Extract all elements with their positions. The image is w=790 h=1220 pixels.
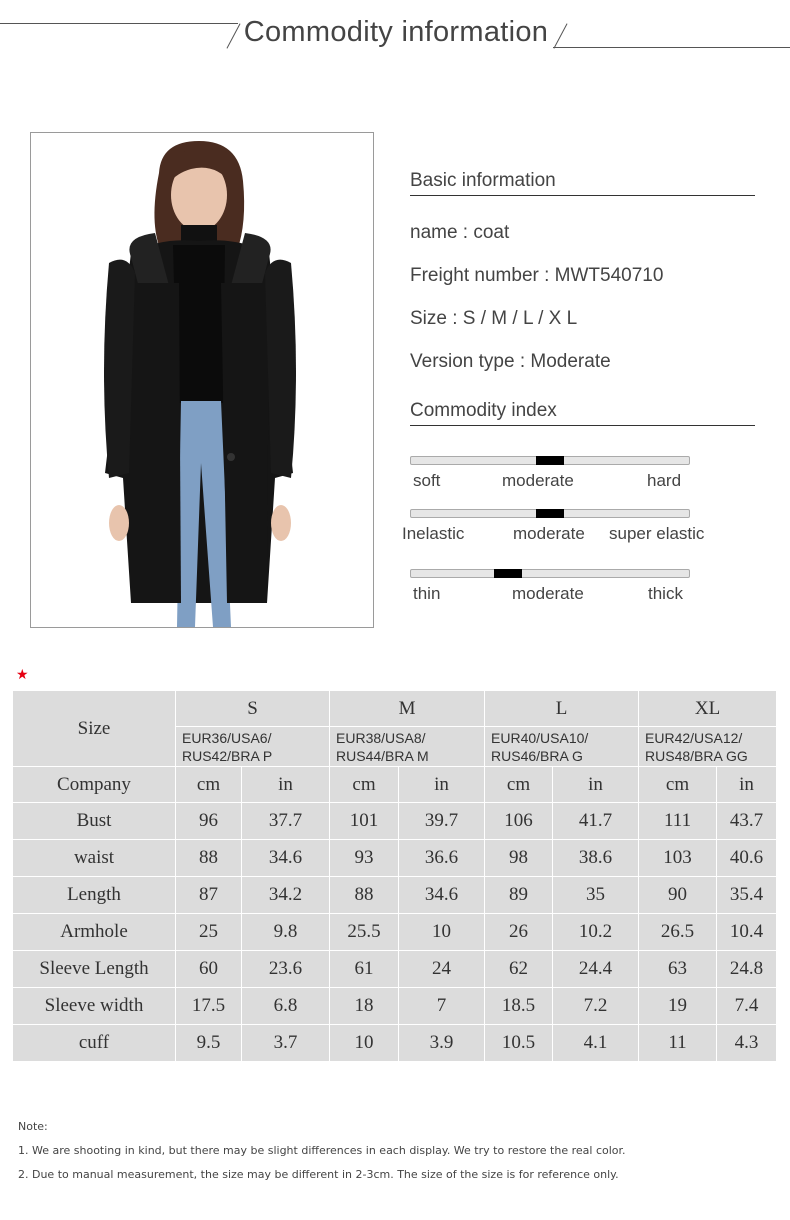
model-illustration bbox=[31, 133, 373, 627]
unit-in: in bbox=[553, 767, 639, 803]
size-xl-header: XL bbox=[639, 691, 777, 727]
measure-cell: 96 bbox=[176, 803, 242, 840]
size-xl-conversion-line1: EUR42/USA12/ bbox=[645, 729, 743, 746]
row-label: waist bbox=[13, 840, 176, 877]
size-table bbox=[12, 690, 777, 1062]
size-l-conversion-line1: EUR40/USA10/ bbox=[491, 729, 589, 746]
measure-cell: 23.6 bbox=[242, 951, 330, 988]
measure-cell: 26 bbox=[485, 914, 553, 951]
row-label: Armhole bbox=[13, 914, 176, 951]
measure-cell: 4.1 bbox=[553, 1025, 639, 1062]
basic-info-underline bbox=[410, 195, 755, 196]
row-label: Sleeve Length bbox=[13, 951, 176, 988]
measure-cell: 63 bbox=[639, 951, 717, 988]
measure-cell: 34.6 bbox=[242, 840, 330, 877]
note-2: 2. Due to manual measurement, the size may be different in 2-3cm. The size of the size is for reference only. bbox=[18, 1168, 619, 1181]
size-m-conversion bbox=[330, 727, 485, 767]
measure-cell: 93 bbox=[330, 840, 399, 877]
info-version: Version type : Moderate bbox=[410, 351, 611, 372]
measure-cell: 88 bbox=[330, 877, 399, 914]
measure-cell: 7.4 bbox=[717, 988, 777, 1025]
thickness-scale bbox=[410, 569, 690, 578]
measure-cell: 10 bbox=[330, 1025, 399, 1062]
page-title: Commodity information bbox=[243, 16, 549, 48]
measure-cell: 40.6 bbox=[717, 840, 777, 877]
measure-cell: 9.8 bbox=[242, 914, 330, 951]
softness-level-marker bbox=[536, 456, 564, 465]
product-photo bbox=[30, 132, 374, 628]
row-label: Sleeve width bbox=[13, 988, 176, 1025]
measure-cell: 35 bbox=[553, 877, 639, 914]
measure-cell: 9.5 bbox=[176, 1025, 242, 1062]
row-label: Bust bbox=[13, 803, 176, 840]
row-label: Length bbox=[13, 877, 176, 914]
header-slash-right bbox=[553, 23, 567, 48]
measure-cell: 18.5 bbox=[485, 988, 553, 1025]
table-row bbox=[13, 951, 777, 988]
measure-cell: 35.4 bbox=[717, 877, 777, 914]
measure-cell: 10.2 bbox=[553, 914, 639, 951]
table-row bbox=[13, 988, 777, 1025]
thickness-label-low: thin bbox=[413, 584, 441, 603]
measure-cell: 4.3 bbox=[717, 1025, 777, 1062]
elasticity-level-marker bbox=[536, 509, 564, 518]
measure-cell: 7 bbox=[399, 988, 485, 1025]
measure-cell: 25 bbox=[176, 914, 242, 951]
info-size: Size : S / M / L / X L bbox=[410, 308, 578, 329]
measure-cell: 37.7 bbox=[242, 803, 330, 840]
measurement-rows bbox=[13, 803, 777, 1062]
measure-cell: 25.5 bbox=[330, 914, 399, 951]
note-title: Note: bbox=[18, 1120, 48, 1133]
measure-cell: 61 bbox=[330, 951, 399, 988]
unit-cm: cm bbox=[485, 767, 553, 803]
size-s-conversion-line1: EUR36/USA6/ bbox=[182, 729, 272, 746]
table-row bbox=[13, 840, 777, 877]
header-line-left bbox=[0, 23, 238, 24]
unit-cm: cm bbox=[176, 767, 242, 803]
size-s-header: S bbox=[176, 691, 330, 727]
softness-label-mid: moderate bbox=[502, 471, 574, 490]
commodity-index-title: Commodity index bbox=[410, 400, 557, 421]
elasticity-label-low: Inelastic bbox=[402, 524, 465, 543]
measure-cell: 24 bbox=[399, 951, 485, 988]
elasticity-scale bbox=[410, 509, 690, 518]
thickness-label-mid: moderate bbox=[512, 584, 584, 603]
measure-cell: 10.5 bbox=[485, 1025, 553, 1062]
measure-cell: 11 bbox=[639, 1025, 717, 1062]
table-row bbox=[13, 803, 777, 840]
unit-in: in bbox=[399, 767, 485, 803]
size-l-header: L bbox=[485, 691, 639, 727]
measure-cell: 34.2 bbox=[242, 877, 330, 914]
measure-cell: 38.6 bbox=[553, 840, 639, 877]
row-label: cuff bbox=[13, 1025, 176, 1062]
measure-cell: 10.4 bbox=[717, 914, 777, 951]
measure-cell: 17.5 bbox=[176, 988, 242, 1025]
measure-cell: 90 bbox=[639, 877, 717, 914]
measure-cell: 24.4 bbox=[553, 951, 639, 988]
star-icon: ★ bbox=[16, 666, 29, 682]
measure-cell: 41.7 bbox=[553, 803, 639, 840]
measure-cell: 34.6 bbox=[399, 877, 485, 914]
elasticity-label-high: super elastic bbox=[609, 524, 705, 543]
size-s-conversion bbox=[176, 727, 330, 767]
header-slash-left bbox=[226, 23, 240, 48]
measure-cell: 103 bbox=[639, 840, 717, 877]
softness-label-low: soft bbox=[413, 471, 441, 490]
measure-cell: 24.8 bbox=[717, 951, 777, 988]
unit-cm: cm bbox=[639, 767, 717, 803]
measure-cell: 3.9 bbox=[399, 1025, 485, 1062]
measure-cell: 36.6 bbox=[399, 840, 485, 877]
measure-cell: 89 bbox=[485, 877, 553, 914]
measure-cell: 88 bbox=[176, 840, 242, 877]
measure-cell: 7.2 bbox=[553, 988, 639, 1025]
measure-cell: 18 bbox=[330, 988, 399, 1025]
unit-cm: cm bbox=[330, 767, 399, 803]
softness-label-high: hard bbox=[647, 471, 682, 490]
thickness-level-marker bbox=[494, 569, 522, 578]
measure-cell: 106 bbox=[485, 803, 553, 840]
measure-cell: 98 bbox=[485, 840, 553, 877]
measure-cell: 3.7 bbox=[242, 1025, 330, 1062]
size-s-conversion-line2: RUS42/BRA P bbox=[182, 747, 273, 764]
measure-cell: 26.5 bbox=[639, 914, 717, 951]
measure-cell: 101 bbox=[330, 803, 399, 840]
info-freight: Freight number : MWT540710 bbox=[410, 265, 664, 286]
unit-in: in bbox=[717, 767, 777, 803]
size-m-conversion-line1: EUR38/USA8/ bbox=[336, 729, 426, 746]
company-header: Company bbox=[13, 767, 176, 803]
thickness-label-high: thick bbox=[648, 584, 683, 603]
commodity-index-underline bbox=[410, 425, 755, 426]
header-line-right bbox=[553, 47, 790, 48]
size-l-conversion bbox=[485, 727, 639, 767]
measure-cell: 43.7 bbox=[717, 803, 777, 840]
measure-cell: 62 bbox=[485, 951, 553, 988]
measure-cell: 39.7 bbox=[399, 803, 485, 840]
measure-cell: 10 bbox=[399, 914, 485, 951]
basic-info-title: Basic information bbox=[410, 170, 556, 191]
table-row bbox=[13, 1025, 777, 1062]
table-row bbox=[13, 877, 777, 914]
table-row bbox=[13, 914, 777, 951]
measure-cell: 87 bbox=[176, 877, 242, 914]
info-name: name : coat bbox=[410, 222, 510, 243]
size-xl-conversion bbox=[639, 727, 777, 767]
size-m-conversion-line2: RUS44/BRA M bbox=[336, 747, 429, 764]
size-header: Size bbox=[13, 691, 176, 767]
elasticity-label-mid: moderate bbox=[513, 524, 585, 543]
size-xl-conversion-line2: RUS48/BRA GG bbox=[645, 747, 748, 764]
measure-cell: 111 bbox=[639, 803, 717, 840]
size-l-conversion-line2: RUS46/BRA G bbox=[491, 747, 583, 764]
measure-cell: 60 bbox=[176, 951, 242, 988]
unit-in: in bbox=[242, 767, 330, 803]
note-1: 1. We are shooting in kind, but there may be slight differences in each display. We try to restore the real color. bbox=[18, 1144, 626, 1157]
measure-cell: 19 bbox=[639, 988, 717, 1025]
size-m-header: M bbox=[330, 691, 485, 727]
softness-scale bbox=[410, 456, 690, 465]
measure-cell: 6.8 bbox=[242, 988, 330, 1025]
